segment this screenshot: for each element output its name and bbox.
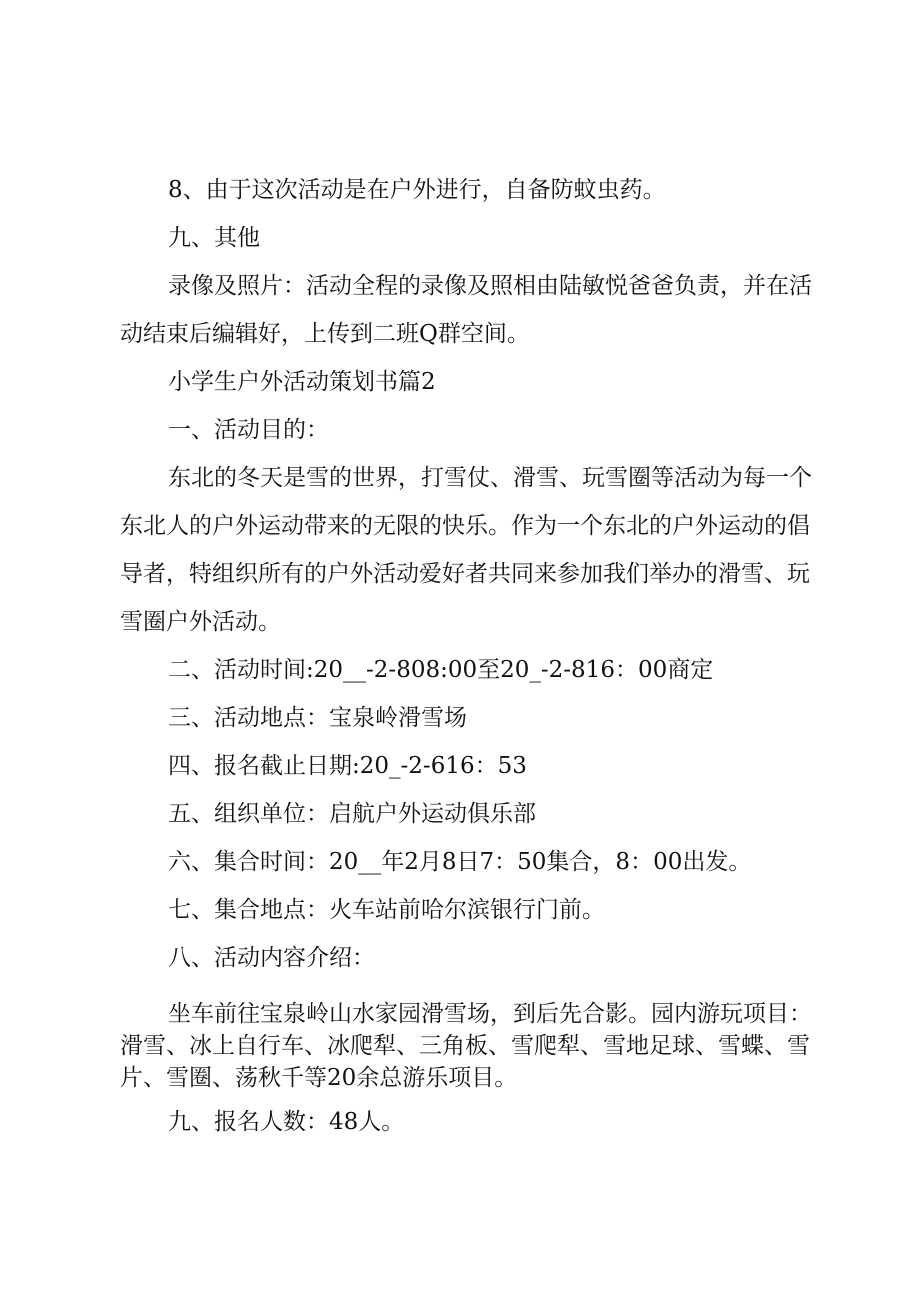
paragraph-gather-time (120, 838, 820, 886)
text-line: 四、报名截止日期:20_-2-616：53 (168, 753, 527, 779)
text-line: 一、活动目的： (168, 417, 329, 443)
paragraph-item-8 (120, 166, 820, 214)
text-line: 九、报名人数：48人。 (168, 1109, 405, 1135)
paragraph-headcount (120, 1098, 820, 1146)
text-line: 8、由于这次活动是在户外进行，自备防蚊虫药。 (168, 177, 666, 203)
paragraph-time (120, 646, 820, 694)
paragraph-organizer (120, 790, 820, 838)
paragraph-gather-place (120, 886, 820, 934)
text-line: 滑雪、冰上自行车、冰爬犁、三角板、雪爬犁、雪地足球、雪蝶、雪 (120, 1033, 810, 1059)
paragraph-deadline (120, 742, 820, 790)
text-line: 片、雪圈、荡秋千等20余总游乐项目。 (120, 1065, 518, 1091)
section-heading-purpose (120, 406, 820, 454)
text-line: 三、活动地点：宝泉岭滑雪场 (168, 705, 467, 731)
section-heading-content (120, 934, 820, 982)
section-heading-other (120, 214, 820, 262)
paragraph-recording (120, 262, 820, 358)
text-line: 坐车前往宝泉岭山水家园滑雪场，到后先合影。园内游玩项目： (168, 1001, 812, 1027)
text-line: 动结束后编辑好，上传到二班Q群空间。 (120, 321, 530, 347)
text-line: 东北人的户外运动带来的无限的快乐。作为一个东北的户外运动的倡 (120, 513, 810, 539)
text-line: 小学生户外活动策划书篇2 (168, 369, 436, 395)
text-line: 导者，特组织所有的户外活动爱好者共同来参加我们举办的滑雪、玩 (120, 561, 810, 587)
text-line: 录像及照片：活动全程的录像及照相由陆敏悦爸爸负责，并在活 (168, 273, 812, 299)
text-line: 六、集合时间：20__年2月8日7：50集合，8：00出发。 (168, 849, 752, 875)
text-line: 东北的冬天是雪的世界，打雪仗、滑雪、玩雪圈等活动为每一个 (168, 465, 812, 491)
paragraph-location (120, 694, 820, 742)
text-line: 八、活动内容介绍： (168, 945, 375, 971)
text-line: 二、活动时间:20__-2-808:00至20_-2-816：00商定 (168, 657, 714, 683)
paragraph-content (120, 998, 820, 1094)
paragraph-purpose (120, 454, 820, 646)
article-title (120, 358, 820, 406)
text-line: 五、组织单位：启航户外运动俱乐部 (168, 801, 536, 827)
text-line: 雪圈户外活动。 (120, 609, 281, 635)
text-line: 九、其他 (168, 225, 260, 251)
text-line: 七、集合地点：火车站前哈尔滨银行门前。 (168, 897, 605, 923)
